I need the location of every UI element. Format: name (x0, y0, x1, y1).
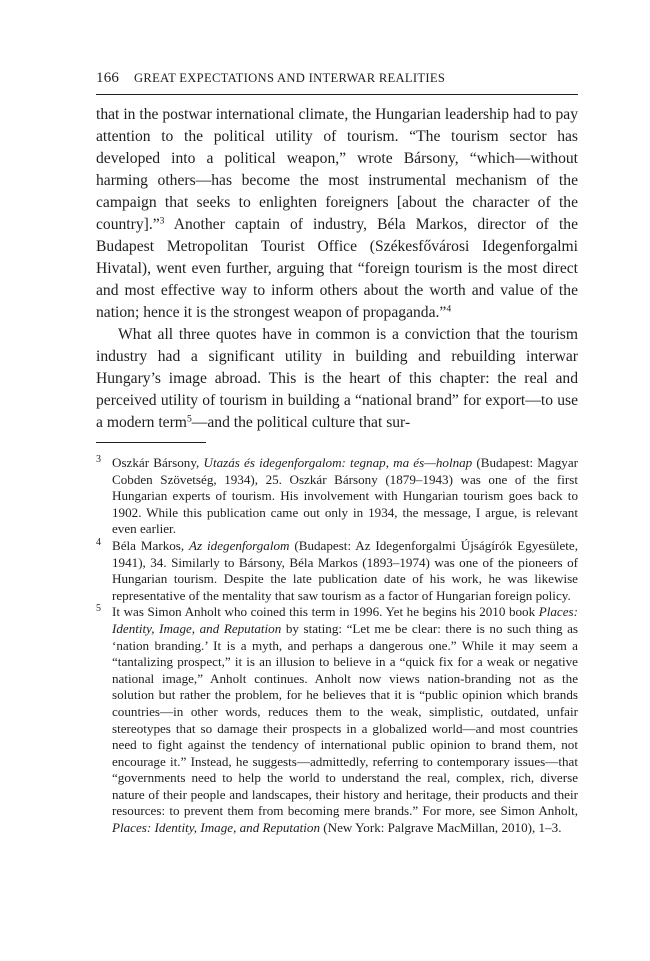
footnote-number: 4 (96, 536, 101, 548)
text-run: by stating: “Let me be clear: there is no such thing as ‘nation branding.’ It is a myth, and perhaps a dangerous one.” While it may seem a “tantalizing prospect,” it is an illusion to believe in a “quick fix for a weak or negative national image,” Anholt continues. Anholt now views nation-branding not as the solution but rather the problem, for he believes that it is “public opinion which brands countries—in other words, reduces them to the weak, simplistic, outdated, unfair stereotypes that so damage their prospects in a globalized world—and most countries need to fight against the tendency of international public opinion to brand them, not encourage it.” Instead, he suggests—admittedly, referring to contemporary issues—that “governments need to help the world to understand the real, complex, rich, diverse nature of their people and landscapes, their history and heritage, their products and their resources: to prevent them from becoming mere brands.” For more, see Simon Anholt, (112, 620, 578, 819)
footnote-marker: 3 (159, 215, 165, 227)
footnote-marker: 5 (186, 413, 192, 425)
footnote-text (112, 538, 578, 604)
main-text (96, 104, 578, 434)
footnote-number: 5 (96, 603, 101, 615)
text-run: Another captain of industry, Béla Markos, director of the Budapest Metropolitan Tourist Office (Székesfővárosi Idegenforgalmi Hivatal), went even further, arguing that “foreign tourism is the most direct and most effective way to inform others about the worth and value of the nation; hence it is the strongest weapon of propaganda.” (96, 216, 578, 321)
text-run: Oszkár Bársony, (112, 455, 204, 470)
running-header (96, 70, 578, 95)
page-number: 166 (96, 70, 120, 86)
book-title: Az idegenforgalom (189, 537, 290, 553)
footnote (96, 604, 578, 836)
text-run: Béla Markos, (112, 537, 190, 553)
body-paragraph (96, 104, 578, 324)
footnote (96, 455, 578, 538)
text-run: that in the postwar international climate, the Hungarian leadership had to pay attention to the political utility of tourism. “The tourism sector has developed into a political weapon,” wrote Bársony, “which—without harming others—has become the most instrumental mechanism of the campaign that seeks to enlighten foreigners [about the character of the country].” (96, 106, 578, 233)
text-run: (Budapest: Az Idegenforgalmi Újságírók Egyesülete, 1941), 34. Similarly to Bársony, Béla Markos (1893–1974) was one of the pioneers of Hungarian tourism. Despite the late publication date of his work, he was likewise representative of the mentality that saw tourism as a factor of Hungarian foreign policy. (112, 537, 578, 603)
footnote-text (112, 455, 578, 538)
text-run: (Budapest: Magyar Cobden Szövetség, 1934), 25. Oszkár Bársony (1879–1943) was one of the first Hungarian experts of tourism. His involvement with Hungarian tourism goes back to 1902. While this publication came out only in 1934, the message, I argue, is relevant even earlier. (112, 455, 578, 537)
text-run: What all three quotes have in common is a conviction that the tourism industry had a significant utility in building and rebuilding interwar Hungary’s image abroad. This is the heart of this chapter: the real and perceived utility of tourism in building a “national brand” for export—to use a modern term (96, 326, 578, 431)
running-title: GREAT EXPECTATIONS AND INTERWAR REALITIES (134, 71, 446, 85)
footnote-text (112, 604, 578, 836)
footnote-marker: 4 (446, 303, 452, 315)
footnote-number: 3 (96, 454, 101, 465)
footnote-rule (96, 442, 206, 443)
book-page (96, 70, 578, 837)
book-title: Utazás és idegenforgalom: tegnap, ma és—holnap (203, 455, 473, 470)
body-paragraph (96, 324, 578, 434)
text-run: —and the political culture that sur- (191, 414, 411, 431)
book-title: Places: Identity, Image, and Reputation (112, 604, 578, 636)
footnote (96, 538, 578, 604)
text-run: (New York: Palgrave MacMillan, 2010), 1–3. (320, 820, 562, 836)
book-title: Places: Identity, Image, and Reputation (112, 820, 320, 836)
footnotes (96, 455, 578, 837)
text-run: It was Simon Anholt who coined this term in 1996. Yet he begins his 2010 book (112, 604, 539, 620)
